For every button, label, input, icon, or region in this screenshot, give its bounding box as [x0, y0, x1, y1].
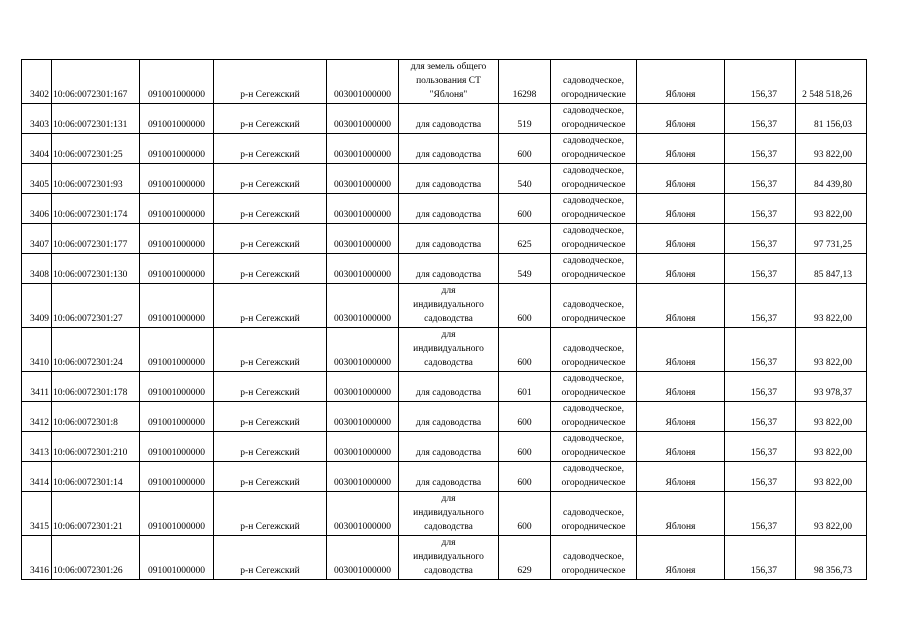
table-row: [22, 224, 867, 254]
table-row: [22, 254, 867, 284]
okato-cell: 091001000000: [140, 284, 214, 328]
partnership-name-cell: Яблоня: [637, 104, 725, 134]
cadastral-value-cell: 98 356,73: [796, 536, 867, 580]
category-cell: [551, 284, 637, 328]
area-cell: 600: [499, 462, 551, 492]
cadastral-value-cell: 93 822,00: [796, 328, 867, 372]
district-cell: р-н Сегежский: [214, 224, 327, 254]
code-cell: 003001000000: [327, 462, 399, 492]
area-cell: 600: [499, 492, 551, 536]
category-line: садоводческое,: [563, 374, 624, 384]
area-cell: 601: [499, 372, 551, 402]
cadastral-number-cell: 10:06:0072301:174: [52, 194, 140, 224]
district-cell: р-н Сегежский: [214, 328, 327, 372]
use-line: для: [441, 538, 456, 548]
partnership-name-cell: Яблоня: [637, 60, 725, 104]
partnership-name-cell: Яблоня: [637, 462, 725, 492]
use-line: для земель общего: [410, 62, 487, 72]
use-line: для садоводства: [415, 180, 482, 190]
permitted-use-cell: [399, 328, 499, 372]
category-line: огородническое: [561, 358, 626, 368]
table-row: [22, 536, 867, 580]
category-line: огородническое: [561, 566, 626, 576]
specific-value-cell: 156,37: [725, 284, 796, 328]
okato-cell: 091001000000: [140, 104, 214, 134]
use-line: для садоводства: [415, 448, 482, 458]
use-line: для садоводства: [415, 150, 482, 160]
category-line: огородническое: [561, 418, 626, 428]
code-cell: 003001000000: [327, 194, 399, 224]
permitted-use-cell: [399, 104, 499, 134]
partnership-name-cell: Яблоня: [637, 134, 725, 164]
cadastral-number-cell: 10:06:0072301:27: [52, 284, 140, 328]
category-line: садоводческое,: [563, 256, 624, 266]
area-cell: 600: [499, 328, 551, 372]
okato-cell: 091001000000: [140, 164, 214, 194]
code-cell: 003001000000: [327, 284, 399, 328]
table-row: [22, 372, 867, 402]
category-line: садоводческое,: [563, 344, 624, 354]
code-cell: 003001000000: [327, 224, 399, 254]
use-line: садоводства: [424, 358, 473, 368]
code-cell: 003001000000: [327, 432, 399, 462]
code-cell: 003001000000: [327, 254, 399, 284]
category-cell: [551, 224, 637, 254]
area-cell: 549: [499, 254, 551, 284]
cadastral-number-cell: 10:06:0072301:177: [52, 224, 140, 254]
use-line: индивидуального: [413, 300, 484, 310]
table-row: [22, 134, 867, 164]
row-number-cell: 3409: [22, 284, 52, 328]
district-cell: р-н Сегежский: [214, 462, 327, 492]
partnership-name-cell: Яблоня: [637, 164, 725, 194]
row-number-cell: 3412: [22, 402, 52, 432]
category-line: огородническое: [561, 180, 626, 190]
use-line: для садоводства: [415, 270, 482, 280]
category-cell: [551, 402, 637, 432]
district-cell: р-н Сегежский: [214, 134, 327, 164]
area-cell: 16298: [499, 60, 551, 104]
cadastral-value-cell: 85 847,13: [796, 254, 867, 284]
cadastral-value-cell: 93 822,00: [796, 284, 867, 328]
specific-value-cell: 156,37: [725, 134, 796, 164]
category-line: садоводческое,: [563, 136, 624, 146]
permitted-use-cell: [399, 492, 499, 536]
specific-value-cell: 156,37: [725, 194, 796, 224]
cadastral-value-cell: 93 822,00: [796, 492, 867, 536]
cadastral-number-cell: 10:06:0072301:130: [52, 254, 140, 284]
row-number-cell: 3402: [22, 60, 52, 104]
use-line: для садоводства: [415, 210, 482, 220]
use-line: индивидуального: [413, 552, 484, 562]
code-cell: 003001000000: [327, 492, 399, 536]
specific-value-cell: 156,37: [725, 462, 796, 492]
cadastral-value-cell: 93 822,00: [796, 402, 867, 432]
category-line: садоводческое,: [563, 508, 624, 518]
cadastral-number-cell: 10:06:0072301:14: [52, 462, 140, 492]
category-cell: [551, 60, 637, 104]
row-number-cell: 3405: [22, 164, 52, 194]
okato-cell: 091001000000: [140, 492, 214, 536]
category-cell: [551, 134, 637, 164]
cadastral-number-cell: 10:06:0072301:24: [52, 328, 140, 372]
use-line: индивидуального: [413, 344, 484, 354]
district-cell: р-н Сегежский: [214, 284, 327, 328]
category-line: огородническое: [561, 210, 626, 220]
cadastral-number-cell: 10:06:0072301:21: [52, 492, 140, 536]
category-cell: [551, 462, 637, 492]
use-line: для: [441, 286, 456, 296]
category-cell: [551, 104, 637, 134]
permitted-use-cell: [399, 60, 499, 104]
partnership-name-cell: Яблоня: [637, 328, 725, 372]
category-line: садоводческое,: [563, 434, 624, 444]
category-cell: [551, 372, 637, 402]
code-cell: 003001000000: [327, 372, 399, 402]
specific-value-cell: 156,37: [725, 372, 796, 402]
table-row: [22, 432, 867, 462]
cadastral-value-cell: 93 822,00: [796, 432, 867, 462]
category-cell: [551, 432, 637, 462]
row-number-cell: 3404: [22, 134, 52, 164]
district-cell: р-н Сегежский: [214, 492, 327, 536]
row-number-cell: 3411: [22, 372, 52, 402]
code-cell: 003001000000: [327, 134, 399, 164]
permitted-use-cell: [399, 402, 499, 432]
code-cell: 003001000000: [327, 164, 399, 194]
partnership-name-cell: Яблоня: [637, 492, 725, 536]
area-cell: 600: [499, 134, 551, 164]
partnership-name-cell: Яблоня: [637, 536, 725, 580]
category-cell: [551, 328, 637, 372]
cadastral-value-cell: 97 731,25: [796, 224, 867, 254]
use-line: для: [441, 494, 456, 504]
area-cell: 600: [499, 284, 551, 328]
use-line: для садоводства: [415, 120, 482, 130]
cadastral-value-cell: 2 548 518,26: [796, 60, 867, 104]
area-cell: 629: [499, 536, 551, 580]
cadastral-number-cell: 10:06:0072301:8: [52, 402, 140, 432]
permitted-use-cell: [399, 254, 499, 284]
district-cell: р-н Сегежский: [214, 104, 327, 134]
cadastral-number-cell: 10:06:0072301:26: [52, 536, 140, 580]
category-line: огородническое: [561, 522, 626, 532]
category-line: садоводческое,: [563, 76, 624, 86]
partnership-name-cell: Яблоня: [637, 254, 725, 284]
use-line: для садоводства: [415, 418, 482, 428]
land-parcels-table: [21, 59, 867, 580]
category-line: садоводческое,: [563, 464, 624, 474]
use-line: садоводства: [424, 314, 473, 324]
specific-value-cell: 156,37: [725, 254, 796, 284]
table-row: [22, 462, 867, 492]
use-line: для садоводства: [415, 388, 482, 398]
table-row: [22, 402, 867, 432]
permitted-use-cell: [399, 194, 499, 224]
permitted-use-cell: [399, 462, 499, 492]
specific-value-cell: 156,37: [725, 104, 796, 134]
use-line: пользования СТ: [416, 76, 481, 86]
okato-cell: 091001000000: [140, 328, 214, 372]
permitted-use-cell: [399, 224, 499, 254]
specific-value-cell: 156,37: [725, 164, 796, 194]
specific-value-cell: 156,37: [725, 60, 796, 104]
specific-value-cell: 156,37: [725, 536, 796, 580]
category-cell: [551, 254, 637, 284]
area-cell: 519: [499, 104, 551, 134]
code-cell: 003001000000: [327, 60, 399, 104]
cadastral-number-cell: 10:06:0072301:93: [52, 164, 140, 194]
permitted-use-cell: [399, 284, 499, 328]
table-row: [22, 328, 867, 372]
row-number-cell: 3406: [22, 194, 52, 224]
permitted-use-cell: [399, 164, 499, 194]
row-number-cell: 3414: [22, 462, 52, 492]
district-cell: р-н Сегежский: [214, 194, 327, 224]
okato-cell: 091001000000: [140, 134, 214, 164]
area-cell: 600: [499, 402, 551, 432]
okato-cell: 091001000000: [140, 224, 214, 254]
permitted-use-cell: [399, 372, 499, 402]
category-line: садоводческое,: [563, 552, 624, 562]
table-row: [22, 492, 867, 536]
table-row: [22, 164, 867, 194]
use-line: для садоводства: [415, 240, 482, 250]
partnership-name-cell: Яблоня: [637, 402, 725, 432]
row-number-cell: 3415: [22, 492, 52, 536]
cadastral-value-cell: 93 822,00: [796, 194, 867, 224]
category-cell: [551, 492, 637, 536]
district-cell: р-н Сегежский: [214, 60, 327, 104]
use-line: садоводства: [424, 522, 473, 532]
cadastral-value-cell: 93 822,00: [796, 462, 867, 492]
row-number-cell: 3416: [22, 536, 52, 580]
category-line: огородническое: [561, 120, 626, 130]
partnership-name-cell: Яблоня: [637, 432, 725, 462]
category-line: огородническое: [561, 388, 626, 398]
area-cell: 600: [499, 432, 551, 462]
table-row: [22, 60, 867, 104]
cadastral-number-cell: 10:06:0072301:210: [52, 432, 140, 462]
cadastral-value-cell: 93 978,37: [796, 372, 867, 402]
partnership-name-cell: Яблоня: [637, 194, 725, 224]
okato-cell: 091001000000: [140, 402, 214, 432]
code-cell: 003001000000: [327, 104, 399, 134]
specific-value-cell: 156,37: [725, 432, 796, 462]
category-line: садоводческое,: [563, 404, 624, 414]
row-number-cell: 3403: [22, 104, 52, 134]
category-line: огородническое: [561, 240, 626, 250]
category-line: огородническое: [561, 314, 626, 324]
category-cell: [551, 194, 637, 224]
district-cell: р-н Сегежский: [214, 164, 327, 194]
cadastral-number-cell: 10:06:0072301:131: [52, 104, 140, 134]
category-line: садоводческое,: [563, 226, 624, 236]
district-cell: р-н Сегежский: [214, 254, 327, 284]
permitted-use-cell: [399, 134, 499, 164]
table-row: [22, 194, 867, 224]
area-cell: 540: [499, 164, 551, 194]
specific-value-cell: 156,37: [725, 492, 796, 536]
category-line: огородническое: [561, 270, 626, 280]
category-line: садоводческое,: [563, 300, 624, 310]
partnership-name-cell: Яблоня: [637, 224, 725, 254]
use-line: "Яблоня": [429, 90, 468, 100]
district-cell: р-н Сегежский: [214, 372, 327, 402]
district-cell: р-н Сегежский: [214, 536, 327, 580]
cadastral-value-cell: 93 822,00: [796, 134, 867, 164]
row-number-cell: 3407: [22, 224, 52, 254]
code-cell: 003001000000: [327, 328, 399, 372]
use-line: для садоводства: [415, 478, 482, 488]
okato-cell: 091001000000: [140, 372, 214, 402]
category-cell: [551, 164, 637, 194]
category-line: огороднические: [561, 90, 626, 100]
table-row: [22, 284, 867, 328]
row-number-cell: 3408: [22, 254, 52, 284]
cadastral-number-cell: 10:06:0072301:25: [52, 134, 140, 164]
category-line: садоводческое,: [563, 196, 624, 206]
partnership-name-cell: Яблоня: [637, 372, 725, 402]
cadastral-value-cell: 84 439,80: [796, 164, 867, 194]
area-cell: 625: [499, 224, 551, 254]
area-cell: 600: [499, 194, 551, 224]
permitted-use-cell: [399, 536, 499, 580]
partnership-name-cell: Яблоня: [637, 284, 725, 328]
cadastral-value-cell: 81 156,03: [796, 104, 867, 134]
district-cell: р-н Сегежский: [214, 402, 327, 432]
okato-cell: 091001000000: [140, 60, 214, 104]
category-line: садоводческое,: [563, 106, 624, 116]
district-cell: р-н Сегежский: [214, 432, 327, 462]
table-row: [22, 104, 867, 134]
okato-cell: 091001000000: [140, 462, 214, 492]
use-line: индивидуального: [413, 508, 484, 518]
use-line: для: [441, 330, 456, 340]
code-cell: 003001000000: [327, 402, 399, 432]
cadastral-number-cell: 10:06:0072301:167: [52, 60, 140, 104]
category-line: огородническое: [561, 150, 626, 160]
okato-cell: 091001000000: [140, 194, 214, 224]
code-cell: 003001000000: [327, 536, 399, 580]
okato-cell: 091001000000: [140, 536, 214, 580]
specific-value-cell: 156,37: [725, 224, 796, 254]
specific-value-cell: 156,37: [725, 328, 796, 372]
category-line: садоводческое,: [563, 166, 624, 176]
category-line: огородническое: [561, 478, 626, 488]
use-line: садоводства: [424, 566, 473, 576]
category-cell: [551, 536, 637, 580]
permitted-use-cell: [399, 432, 499, 462]
okato-cell: 091001000000: [140, 254, 214, 284]
row-number-cell: 3410: [22, 328, 52, 372]
okato-cell: 091001000000: [140, 432, 214, 462]
category-line: огородническое: [561, 448, 626, 458]
specific-value-cell: 156,37: [725, 402, 796, 432]
table-body: [22, 60, 867, 580]
cadastral-number-cell: 10:06:0072301:178: [52, 372, 140, 402]
row-number-cell: 3413: [22, 432, 52, 462]
